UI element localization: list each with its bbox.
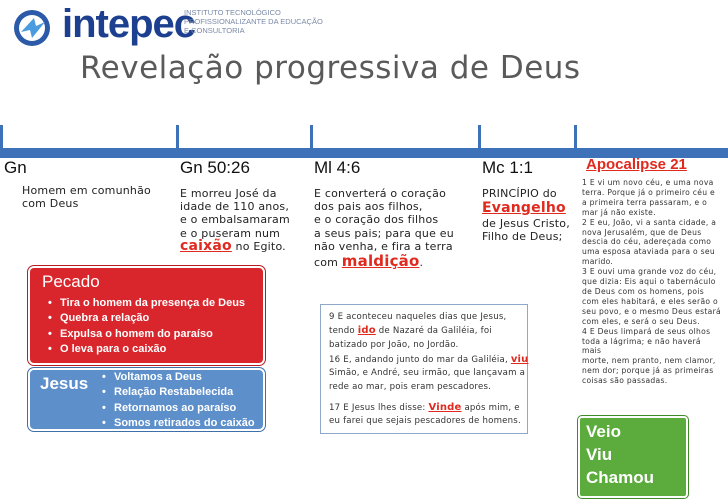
text-line: idade de 110 anos, <box>180 200 290 214</box>
intepec-logo-icon <box>12 8 52 48</box>
col-heading-gn50: Gn 50:26 <box>180 158 250 177</box>
emphasis-viu: viu <box>510 354 529 365</box>
pecado-list <box>44 296 245 358</box>
page-title: Revelação progressiva de Deus <box>80 50 581 86</box>
list-item: • Expulsa o homem do paraíso <box>44 327 245 342</box>
text-line: nem dor; porque já as primeiras <box>582 366 714 376</box>
tagline-line: E CONSULTORIA <box>184 26 245 35</box>
text-line: 9 E aconteceu naqueles dias que Jesus, <box>329 312 507 322</box>
list-item: • Retornamos ao paraíso <box>98 401 255 416</box>
text-line: E converterá o coração <box>314 187 447 200</box>
text-line: de Jesus Cristo, <box>482 217 570 231</box>
text-line: nova Jerusalém, que de Deus <box>582 227 702 237</box>
text-fragment: no Egito. <box>235 239 286 253</box>
timeline-tick <box>574 125 577 149</box>
pecado-title: Pecado <box>42 272 100 291</box>
text-line: terra. Porque já o primeiro céu e <box>582 187 716 197</box>
text-line: que dizia: Eis aqui o tabernáculo <box>582 277 716 287</box>
text-line: morte, nem pranto, nem clamor, <box>582 356 716 366</box>
jesus-box <box>28 368 265 431</box>
text-fragment: . <box>419 256 424 270</box>
text-line: a seus pais; para que eu <box>314 226 454 240</box>
text-line: com Deus <box>22 197 79 211</box>
green-item: Viu <box>586 445 613 464</box>
text-line <box>314 252 454 271</box>
brand-name: intepec <box>62 2 196 46</box>
timeline-tick <box>176 125 179 149</box>
col-text-ml <box>314 187 454 269</box>
text-line: Homem em comunhão <box>22 184 151 197</box>
text-line <box>180 237 290 254</box>
emphasis-ido: ido <box>357 325 376 337</box>
text-line: com eles habitará, e eles serão o <box>582 296 719 306</box>
text-fragment: com <box>314 256 339 270</box>
text-line: batizado por João, no Jordão. <box>329 339 459 350</box>
text-line: seu povo, e o mesmo Deus estará <box>582 306 721 316</box>
text-line: e o coração dos filhos <box>314 213 439 227</box>
list-item: • O leva para o caixão <box>44 342 245 357</box>
list-item: • Relação Restabelecida <box>98 385 255 400</box>
text-line: marido. <box>582 257 614 267</box>
jesus-title: Jesus <box>40 374 89 393</box>
text-fragment: 16 E, andando junto do mar da Galiléia, <box>329 355 508 365</box>
quote-paragraph <box>329 353 529 394</box>
col-heading-ml: Ml 4:6 <box>314 158 361 177</box>
text-line: não venha, e fira a terra <box>314 239 453 253</box>
text-line: uma esposa ataviada para o seu <box>582 247 715 257</box>
text-line: eu farei que sejais pescadores de homens. <box>329 416 521 427</box>
list-item: • Somos retirados do caixão <box>98 416 255 431</box>
emphasis-evangelho: Evangelho <box>482 200 566 217</box>
text-fragment: 17 E Jesus lhes disse: <box>329 403 426 413</box>
text-line: rede ao mar, pois eram pescadores. <box>329 381 492 392</box>
gospel-quote-box <box>320 304 528 434</box>
tagline-line: PROFISSIONALIZANTE DA EDUCAÇÃO <box>184 17 323 26</box>
col-heading-apocalipse: Apocalipse 21 <box>586 156 687 173</box>
timeline-tick <box>310 125 313 149</box>
text-line: 2 E eu, João, vi a santa cidade, a <box>582 217 717 227</box>
veio-viu-chamou-box <box>578 416 688 498</box>
list-item: • Quebra a relação <box>44 311 245 326</box>
text-line <box>329 353 529 367</box>
green-item: Chamou <box>586 468 654 487</box>
text-line: e o embalsamaram <box>180 213 290 227</box>
brand-tagline <box>184 8 323 35</box>
quote-paragraph <box>329 401 521 429</box>
text-line: dos pais aos filhos, <box>314 200 423 214</box>
text-line: a primeira terra passaram, e o <box>582 197 708 207</box>
col-heading-gn: Gn <box>4 158 27 177</box>
text-fragment: de Nazaré da Galiléia, foi <box>378 326 492 337</box>
text-line: coisas são passadas. <box>582 376 668 386</box>
emphasis-caixao: caixão <box>180 237 232 254</box>
text-line: 3 E ouvi uma grande voz do céu, <box>582 267 717 277</box>
list-item: • Voltamos a Deus <box>98 370 255 385</box>
text-line: 4 E Deus limpará de seus olhos <box>582 326 711 336</box>
col-text-gn <box>22 184 151 210</box>
text-line: 1 E vi um novo céu, e uma nova <box>582 178 714 187</box>
text-line: descia do céu, adereçada como <box>582 237 712 247</box>
green-item: Veio <box>586 422 621 441</box>
text-line: Filho de Deus; <box>482 230 563 244</box>
text-line: mar já não existe. <box>582 207 656 217</box>
col-text-apocalipse <box>582 178 722 386</box>
col-text-mc <box>482 187 570 244</box>
timeline-tick <box>0 125 3 149</box>
text-line: com eles, e será o seu Deus. <box>582 316 700 326</box>
emphasis-maldicao: maldição <box>341 252 420 271</box>
jesus-list <box>98 370 255 432</box>
text-line: toda a lágrima; e não haverá mais <box>582 336 701 356</box>
pecado-box <box>28 266 265 365</box>
text-line <box>329 324 506 338</box>
text-line: E morreu José da <box>180 187 277 200</box>
emphasis-vinde: Vinde <box>428 402 462 413</box>
col-heading-mc: Mc 1:1 <box>482 158 534 177</box>
text-fragment: tendo <box>329 326 355 337</box>
text-line: de Deus com os homens, pois <box>582 286 705 296</box>
text-line: Simão, e André, seu irmão, que lançavam a <box>329 368 526 379</box>
timeline-tick <box>478 125 481 149</box>
list-item: • Tira o homem da presença de Deus <box>44 296 245 311</box>
text-line: e o puseram num <box>180 226 281 240</box>
text-fragment: após mim, e <box>464 403 520 413</box>
text-line <box>329 401 521 415</box>
text-line: PRINCÍPIO do <box>482 187 557 200</box>
tagline-line: INSTITUTO TECNOLÓGICO <box>184 8 281 17</box>
quote-paragraph <box>329 311 506 352</box>
col-text-gn50 <box>180 187 290 253</box>
